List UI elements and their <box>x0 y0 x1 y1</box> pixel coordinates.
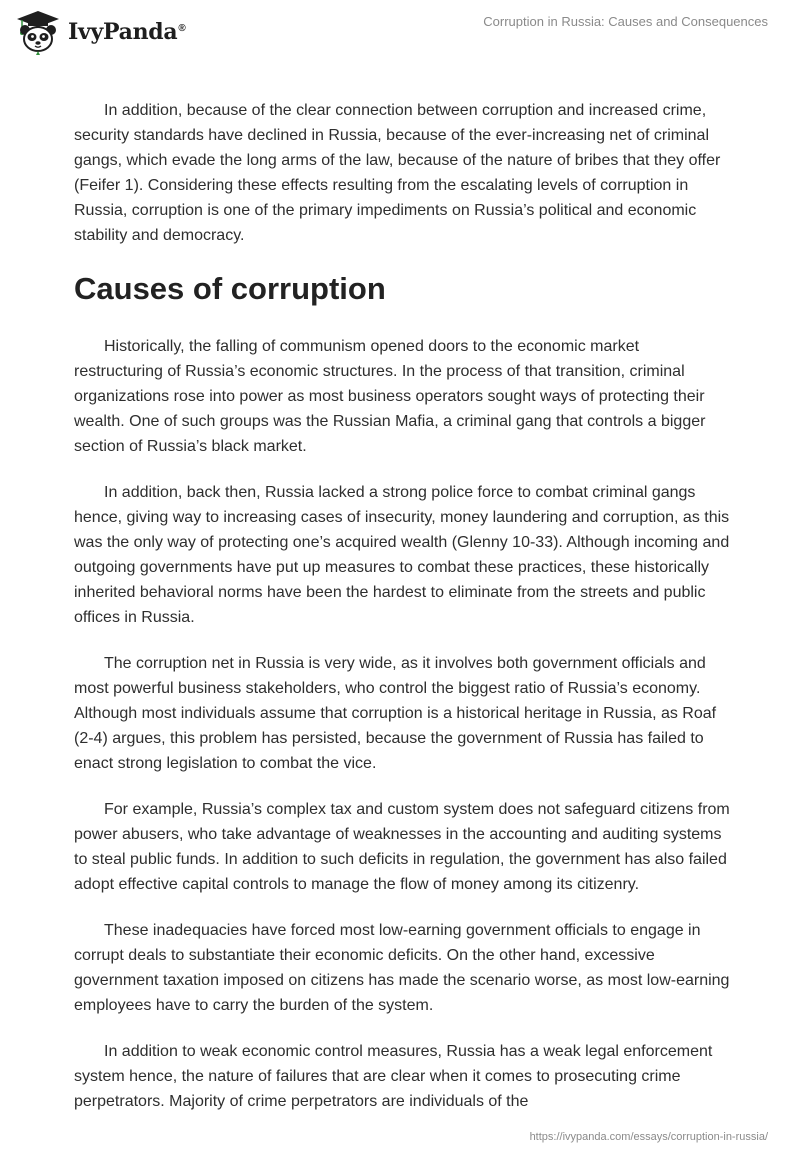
page-header <box>0 0 800 70</box>
paragraph: These inadequacies have forced most low-earning government officials to engage in corrupt deals to substantiate their economic deficits. On the other hand, excessive government taxation imposed on citizens has made the scenario worse, as most low-earning employees have to carry the burden of the system. <box>74 922 730 1014</box>
document-title: Corruption in Russia: Causes and Consequences <box>483 14 768 29</box>
paragraph: The corruption net in Russia is very wide, as it involves both government officials and most powerful business stakeholders, who control the biggest ratio of Russia’s economy. Although most individuals assume that corruption is a historical heritage in Russia, as Roaf (2-4) argues, this problem has persisted, because the government of Russia has failed to enact strong legislation to combat the vice. <box>74 655 717 772</box>
paragraph: In addition, because of the clear connection between corruption and increased crime, security standards have declined in Russia, because of the ever-increasing net of criminal gangs, which evade the long arms of the law, because of the nature of bribes that they offer (Feifer 1). Considering these effects resulting from the escalating levels of corruption in Russia, corruption is one of the primary impediments on Russia’s political and economic stability and democracy. <box>74 102 721 244</box>
paragraph: In addition, back then, Russia lacked a strong police force to combat criminal gangs hence, giving way to increasing cases of insecurity, money laundering and corruption, as this was the only way of protecting one’s acquired wealth (Glenny 10-33). Although incoming and outgoing governments have put up measures to combat these practices, these historically inherited behavioral norms have been the hardest to eliminate from the streets and public offices in Russia. <box>74 484 730 626</box>
paragraph: In addition to weak economic control measures, Russia has a weak legal enforcement system hence, the nature of failures that are clear when it comes to prosecuting crime perpetrators. Majority of crime perpetrators are individuals of the <box>74 1043 713 1110</box>
panda-graduate-icon <box>14 8 62 56</box>
paragraph: Historically, the falling of communism opened doors to the economic market restructuring of Russia’s economic structures. In the process of that transition, criminal organizations rose into power as most business operators sought ways of protecting their wealth. One of such groups was the Russian Mafia, a criminal gang that controls a bigger section of Russia’s black market. <box>74 338 706 455</box>
essay-body <box>74 98 730 1135</box>
source-url[interactable]: https://ivypanda.com/essays/corruption-in-russia/ <box>529 1131 768 1143</box>
logo-wordmark: IvyPanda® <box>68 19 186 45</box>
registered-mark: ® <box>178 22 186 34</box>
paragraph: For example, Russia’s complex tax and custom system does not safeguard citizens from power abusers, who take advantage of weaknesses in the accounting and auditing systems to steal public funds. In addition to such deficits in regulation, the government has also failed adopt effective capital controls to manage the flow of money among its citizenry. <box>74 801 730 893</box>
ivypanda-logo[interactable] <box>14 8 185 56</box>
section-heading: Causes of corruption <box>74 271 386 306</box>
